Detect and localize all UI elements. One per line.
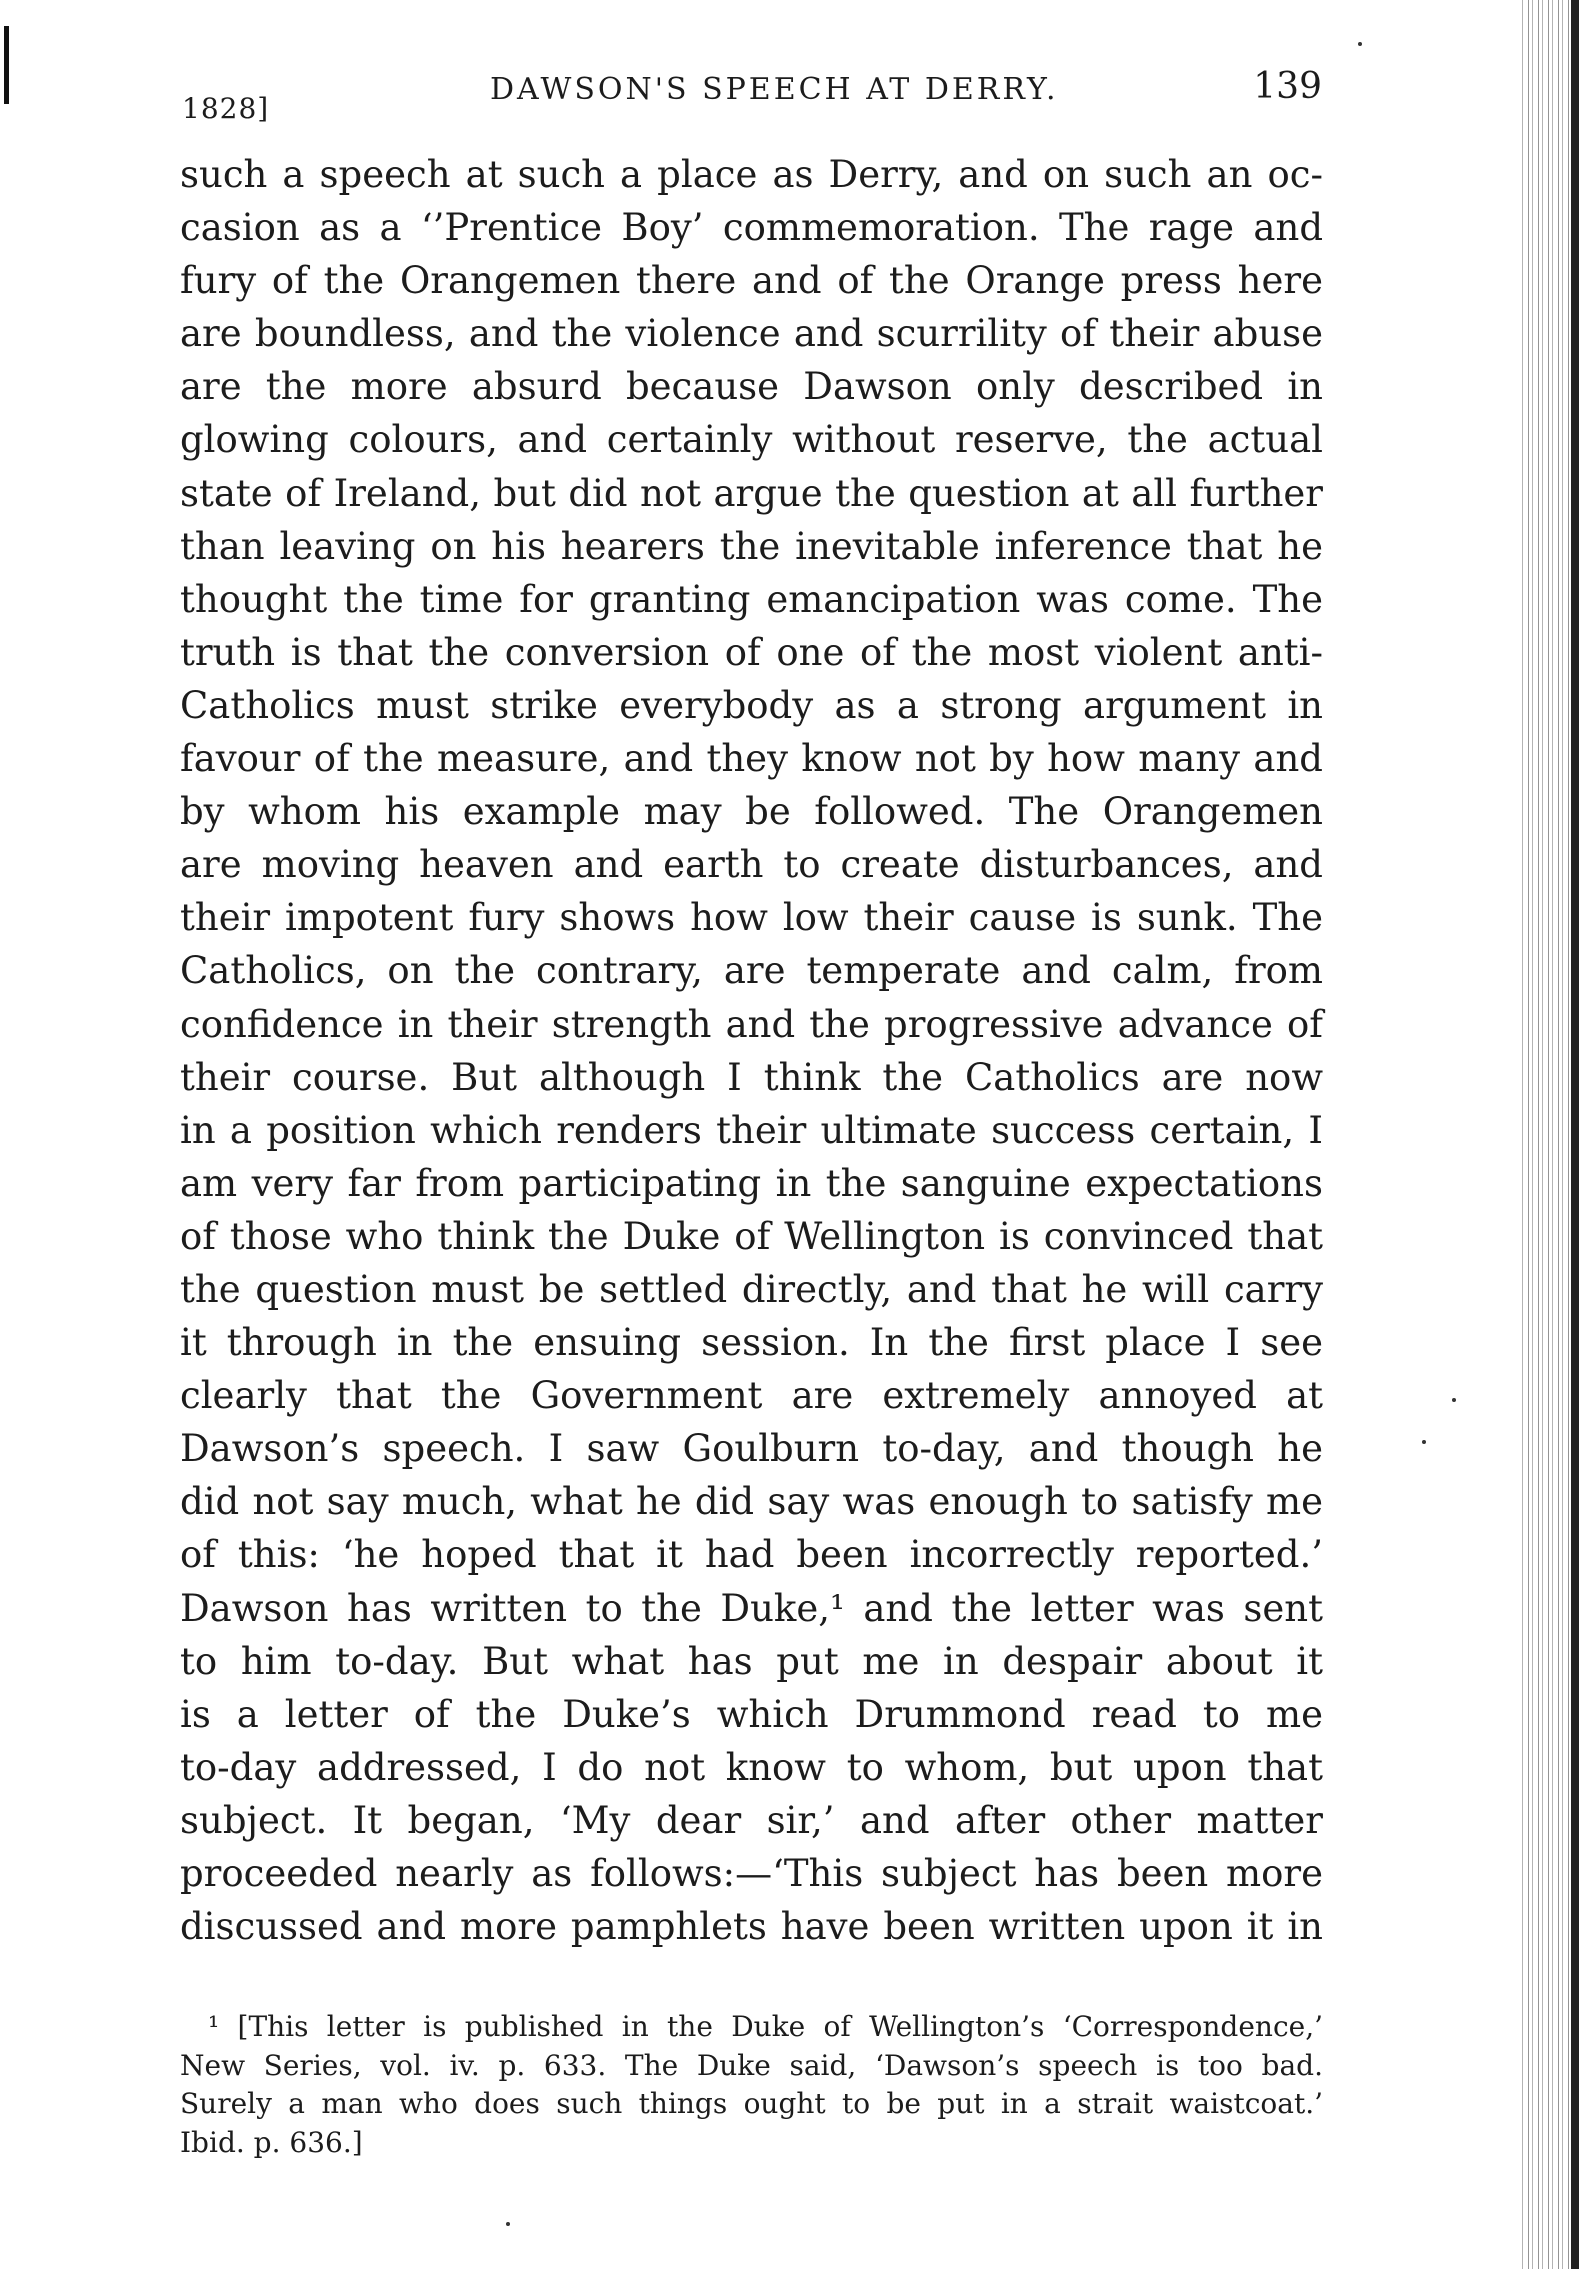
text-line: their impotent fury shows how low their cause is sunk. The [180,896,1323,940]
page-number: 139 [1253,66,1322,107]
text-line: their course. But although I think the Catholics are now [180,1055,1323,1099]
text-line: of this: ‘he hoped that it had been incorrectly reported.’ [180,1533,1323,1577]
body-text [180,148,1323,1953]
text-line: clearly that the Government are extremely annoyed at [180,1374,1323,1418]
text-line: are the more absurd because Dawson only described in [180,365,1323,409]
text-line: glowing colours, and certainly without reserve, the actual [180,418,1323,462]
footnote [180,2008,1323,2162]
footnote-line: New Series, vol. iv. p. 633. The Duke said, ‘Dawson’s speech is too bad. [180,2048,1323,2082]
book-spine-edge [1519,0,1579,2269]
text-line: is a letter of the Duke’s which Drummond read to me [180,1692,1323,1736]
text-line: favour of the measure, and they know not by how many and [180,737,1323,781]
text-line: the question must be settled directly, and that he will carry [180,1267,1323,1311]
text-line: state of Ireland, but did not argue the question at all further [180,471,1323,515]
scan-edge-mark [4,26,9,104]
text-line: Catholics, on the contrary, are temperate and calm, from [180,949,1323,993]
footnote-line: ¹ [This letter is published in the Duke of Wellington’s ‘Correspondence,’ [208,2010,1323,2043]
scan-speck [1422,1440,1426,1444]
text-line: by whom his example may be followed. The Orangemen [180,790,1323,834]
text-line: Dawson’s speech. I saw Goulburn to-day, and though he [180,1427,1323,1471]
text-line: than leaving on his hearers the inevitable inference that he [180,524,1323,568]
text-line: truth is that the conversion of one of the most violent anti- [180,630,1323,674]
scan-speck [506,2222,510,2226]
text-line: of those who think the Duke of Wellington is convinced that [180,1214,1323,1258]
text-line: discussed and more pamphlets have been written upon it in [180,1905,1323,1949]
footnote-line: Ibid. p. 636.] [180,2125,363,2159]
text-line: it through in the ensuing session. In the first place I see [180,1321,1323,1365]
running-head-title: DAWSON'S SPEECH AT DERRY. [490,72,1059,107]
scan-speck [1452,1398,1456,1402]
text-line: did not say much, what he did say was enough to satisfy me [180,1480,1323,1524]
text-line: such a speech at such a place as Derry, and on such an oc- [180,153,1323,196]
text-line: Catholics must strike everybody as a strong argument in [180,683,1323,727]
text-line: Dawson has written to the Duke,¹ and the letter was sent [180,1586,1323,1630]
text-line: to him to-day. But what has put me in despair about it [180,1639,1323,1683]
scan-speck [1358,42,1362,46]
text-line: thought the time for granting emancipation was come. The [180,577,1323,621]
text-line: in a position which renders their ultimate success certain, I [180,1108,1323,1152]
text-line: am very far from participating in the sanguine expectations [180,1161,1323,1205]
text-line: are boundless, and the violence and scurrility of their abuse [180,312,1323,356]
text-line: are moving heaven and earth to create disturbances, and [180,843,1323,887]
text-line: to-day addressed, I do not know to whom, but upon that [180,1745,1323,1789]
text-line: proceeded nearly as follows:—‘This subject has been more [180,1852,1323,1895]
book-spine-shadow [1571,0,1579,2269]
footnote-line: Surely a man who does such things ought to be put in a strait waistcoat.’ [180,2087,1323,2120]
running-head-year: 1828] [182,92,270,125]
running-head [182,66,1322,132]
text-line: subject. It began, ‘My dear sir,’ and after other matter [180,1798,1323,1842]
text-line: fury of the Orangemen there and of the Orange press here [180,259,1323,303]
text-line: casion as a ‘’Prentice Boy’ commemoration. The rage and [180,206,1323,250]
text-line: confidence in their strength and the progressive advance of [180,1002,1323,1046]
